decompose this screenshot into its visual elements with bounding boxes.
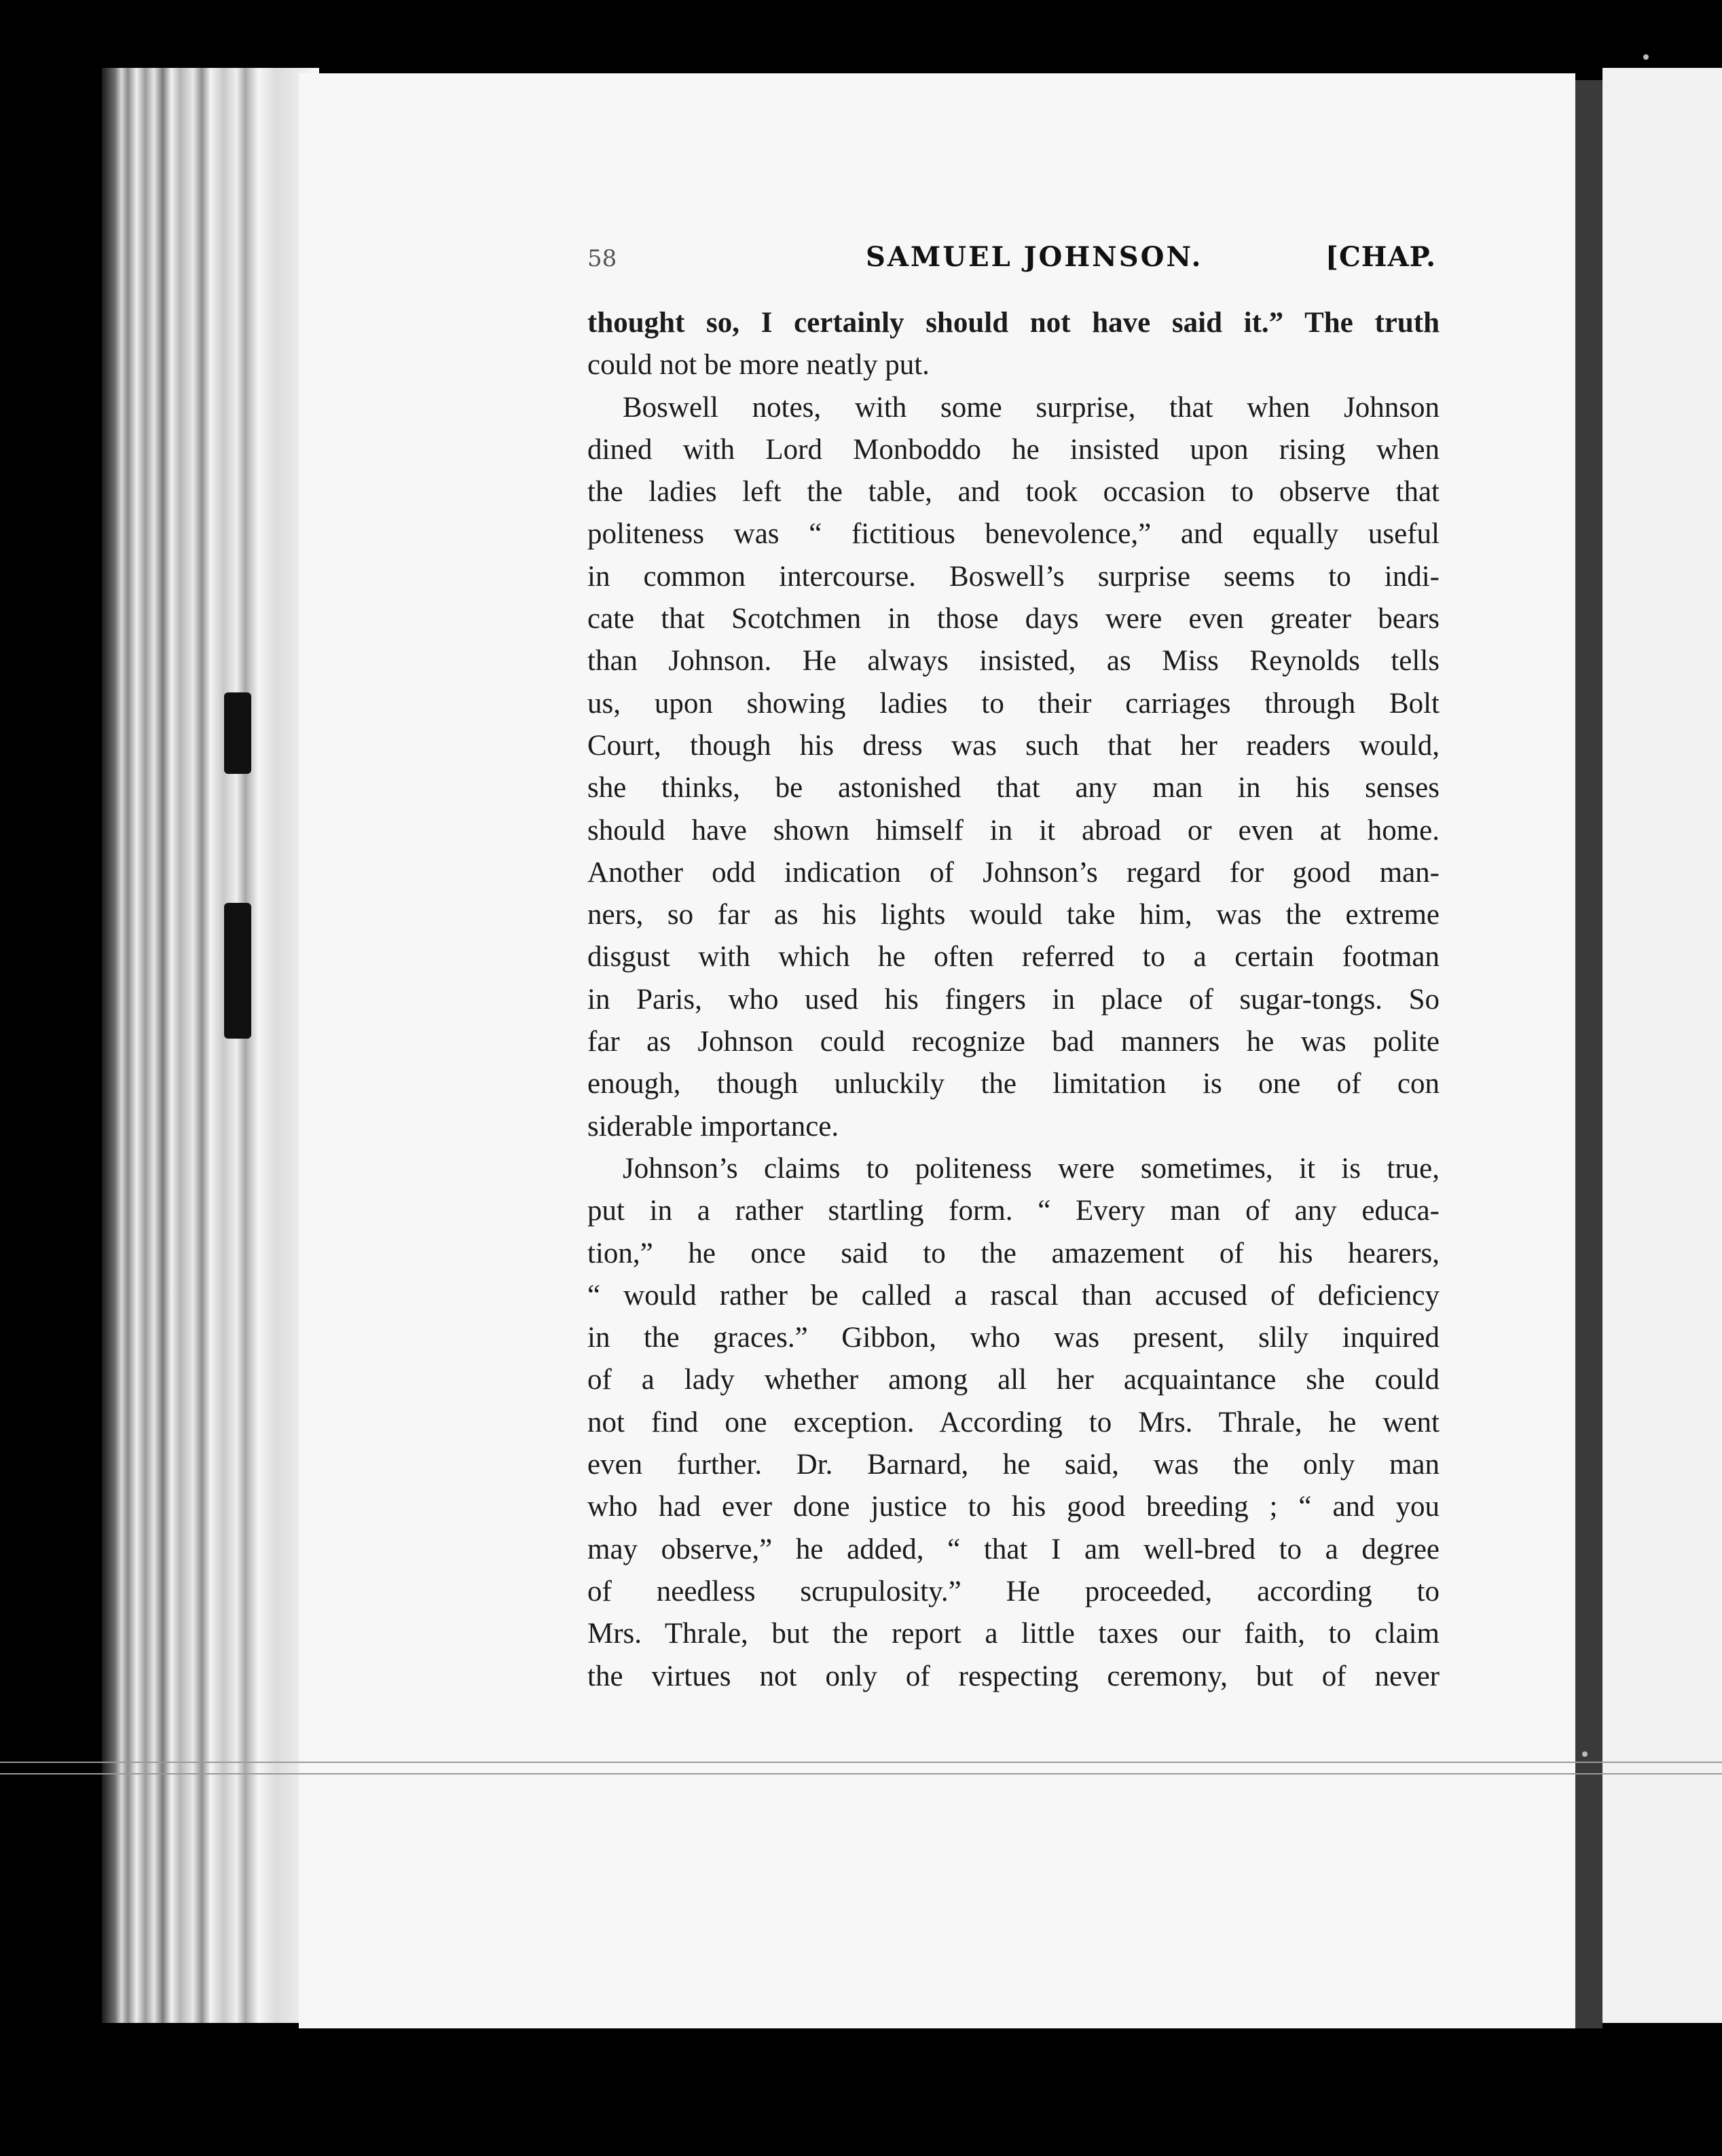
text-line: thought so, I certainly should not have said it.” The truth <box>587 307 1440 339</box>
page-number: 58 <box>587 245 617 272</box>
dust-speck <box>1582 1751 1588 1757</box>
page-gutter <box>1575 80 1602 2028</box>
text-line: put in a rather startling form. “ Every man of any educa- <box>587 1195 1440 1227</box>
text-line: tion,” he once said to the amazement of his hearers, <box>587 1237 1440 1269</box>
text-line: could not be more neatly put. <box>587 349 930 382</box>
text-line: in the graces.” Gibbon, who was present, slily inquired <box>587 1322 1440 1354</box>
text-line: Johnson’s claims to politeness were sometimes, it is true, <box>623 1152 1440 1185</box>
text-line: dined with Lord Monboddo he insisted upon rising when <box>587 433 1440 466</box>
text-line: ners, so far as his lights would take him, was the extreme <box>587 899 1440 931</box>
text-line: “ would rather be called a rascal than accused of deficiency <box>587 1279 1440 1312</box>
chapter-marker: [CHAP. <box>1325 241 1436 273</box>
facing-page-edge <box>1602 68 1722 2023</box>
running-title: SAMUEL JOHNSON. <box>866 241 1203 273</box>
text-line: enough, though unluckily the limitation is one of con <box>587 1068 1440 1100</box>
text-line: us, upon showing ladies to their carriages through Bolt <box>587 687 1440 720</box>
text-line: of needless scrupulosity.” He proceeded, according to <box>587 1575 1440 1607</box>
text-line: in common intercourse. Boswell’s surprise seems to indi- <box>587 560 1440 593</box>
text-line: not find one exception. According to Mrs. Thrale, he went <box>587 1406 1440 1438</box>
text-line: Another odd indication of Johnson’s regard for good man- <box>587 856 1440 889</box>
text-line: the virtues not only of respecting ceremony, but of never <box>587 1660 1440 1692</box>
text-line: siderable importance. <box>587 1110 839 1142</box>
scan-artifact-line <box>0 1762 1722 1763</box>
text-line: she thinks, be astonished that any man in his senses <box>587 772 1440 804</box>
spine-text <box>272 679 292 1018</box>
text-line: cate that Scotchmen in those days were even greater bears <box>587 603 1440 635</box>
text-line: of a lady whether among all her acquaintance she could <box>587 1364 1440 1396</box>
text-line: who had ever done justice to his good breeding ; “ and you <box>587 1491 1440 1523</box>
scan-artifact-line <box>0 1773 1722 1774</box>
text-line: Boswell notes, with some surprise, that when Johnson <box>623 391 1440 424</box>
text-line: may observe,” he added, “ that I am well-bred to a degree <box>587 1533 1440 1565</box>
text-line: disgust with which he often referred to a certain footman <box>587 941 1440 973</box>
text-line: should have shown himself in it abroad or even at home. <box>587 814 1440 847</box>
text-line: far as Johnson could recognize bad manners he was polite <box>587 1026 1440 1058</box>
text-line: politeness was “ fictitious benevolence,” and equally useful <box>587 518 1440 551</box>
text-line: the ladies left the table, and took occasion to observe that <box>587 476 1440 508</box>
text-line: even further. Dr. Barnard, he said, was the only man <box>587 1449 1440 1481</box>
binding-mark <box>224 903 251 1039</box>
dust-speck <box>1643 54 1649 60</box>
text-line: Court, though his dress was such that her readers would, <box>587 729 1440 762</box>
text-line: than Johnson. He always insisted, as Miss Reynolds tells <box>587 645 1440 677</box>
binding-mark <box>224 692 251 774</box>
body-text <box>587 302 1440 1698</box>
text-line: Mrs. Thrale, but the report a little taxes our faith, to claim <box>587 1618 1440 1650</box>
text-line: in Paris, who used his fingers in place of sugar-tongs. So <box>587 983 1440 1016</box>
page-edges <box>102 68 319 2023</box>
running-header <box>587 241 1436 282</box>
